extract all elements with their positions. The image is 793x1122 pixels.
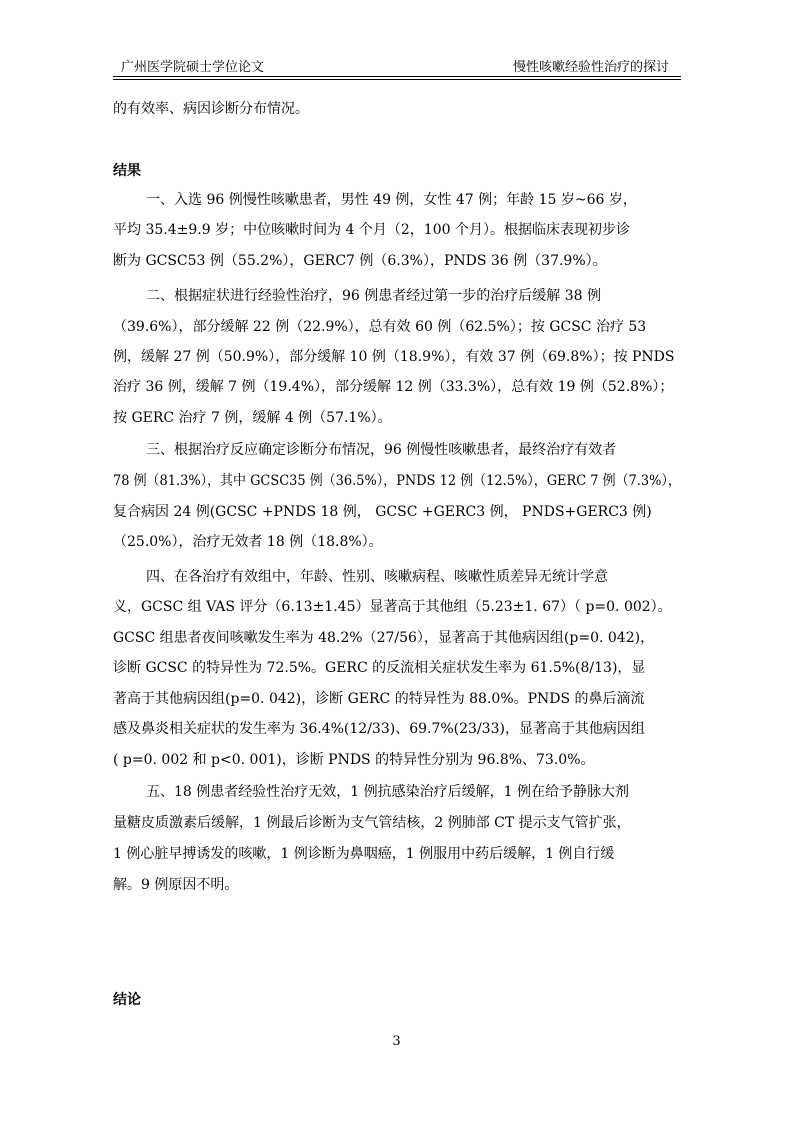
results-heading: 结果 bbox=[113, 163, 141, 179]
paragraph-line: 1 例心脏早搏诱发的咳嗽，1 例诊断为鼻咽癌，1 例服用中药后缓解，1 例自行缓 bbox=[113, 846, 615, 862]
paragraph-line: 按 GERC 治疗 7 例，缓解 4 例（57.1%）。 bbox=[113, 410, 392, 426]
paragraph-line: 治疗 36 例，缓解 7 例（19.4%），部分缓解 12 例（33.3%），总有效 19 例（52.8%）； bbox=[113, 379, 674, 395]
paragraph-line: 三、根据治疗反应确定诊断分布情况，96 例慢性咳嗽患者，最终治疗有效者 bbox=[146, 442, 617, 458]
paragraph-line: 感及鼻炎相关症状的发生率为 36.4%(12/33)、69.7%(23/33)，显著高于其他病因组 bbox=[113, 721, 645, 737]
header-thesis-title: 广州医学院硕士学位论文 bbox=[121, 60, 265, 75]
paragraph-line: 五、18 例患者经验性治疗无效，1 例抗感染治疗后缓解，1 例在给予静脉大剂 bbox=[146, 784, 629, 800]
paragraph-line: 义，GCSC 组 VAS 评分（6.13±1.45）显著高于其他组（5.23±1. 67）（ p=0. 002）。 bbox=[113, 599, 672, 615]
paragraph-line: 解。9 例原因不明。 bbox=[113, 877, 239, 893]
paragraph-line: （25.0%），治疗无效者 18 例（18.8%）。 bbox=[113, 534, 383, 550]
paragraph-line: 复合病因 24 例(GCSC +PNDS 18 例， GCSC +GERC3 例， PNDS+GERC3 例) bbox=[113, 504, 652, 520]
paragraph-line: 平均 35.4±9.9 岁；中位咳嗽时间为 4 个月（2，100 个月）。根据临床表现初步诊 bbox=[113, 222, 630, 238]
paragraph-line: 四、在各治疗有效组中，年龄、性别、咳嗽病程、咳嗽性质差异无统计学意 bbox=[146, 569, 608, 585]
header-rule-bottom bbox=[113, 79, 681, 80]
paragraph-line: 诊断 GCSC 的特异性为 72.5%。GERC 的反流相关症状发生率为 61.5%(8/13)，显 bbox=[113, 660, 646, 676]
intro-line: 的有效率、病因诊断分布情况。 bbox=[113, 101, 309, 117]
paragraph-line: 二、根据症状进行经验性治疗，96 例患者经过第一步的治疗后缓解 38 例 bbox=[146, 288, 601, 304]
paragraph-line: 断为 GCSC53 例（55.2%），GERC7 例（6.3%），PNDS 36 例（37.9%）。 bbox=[113, 253, 607, 269]
paragraph-line: 78 例（81.3%），其中 GCSC35 例（36.5%），PNDS 12 例（12.5%），GERC 7 例（7.3%）， bbox=[113, 473, 681, 489]
header-paper-title: 慢性咳嗽经验性治疗的探讨 bbox=[512, 60, 669, 75]
paragraph-line: 著高于其他病因组(p=0. 042)，诊断 GERC 的特异性为 88.0%。PNDS 的鼻后滴流 bbox=[113, 691, 645, 707]
header-rule-top bbox=[113, 76, 681, 77]
paragraph-line: 一、入选 96 例慢性咳嗽患者，男性 49 例，女性 47 例；年龄 15 岁~66 岁， bbox=[146, 192, 637, 208]
paragraph-line: ( p=0. 002 和 p<0. 001)，诊断 PNDS 的特异性分别为 96.8%、73.0%。 bbox=[113, 752, 595, 768]
page-number: 3 bbox=[392, 1034, 401, 1049]
paragraph-line: （39.6%），部分缓解 22 例（22.9%），总有效 60 例（62.5%）；按 GCSC 治疗 53 bbox=[113, 319, 647, 335]
conclusion-heading: 结论 bbox=[113, 992, 141, 1008]
paragraph-line: 量糖皮质激素后缓解，1 例最后诊断为支气管结核，2 例肺部 CT 提示支气管扩张， bbox=[113, 815, 631, 831]
paragraph-line: 例，缓解 27 例（50.9%），部分缓解 10 例（18.9%），有效 37 例（69.8%）；按 PNDS bbox=[113, 349, 675, 365]
paragraph-line: GCSC 组患者夜间咳嗽发生率为 48.2%（27/56），显著高于其他病因组(p=0. 042)， bbox=[113, 630, 655, 646]
